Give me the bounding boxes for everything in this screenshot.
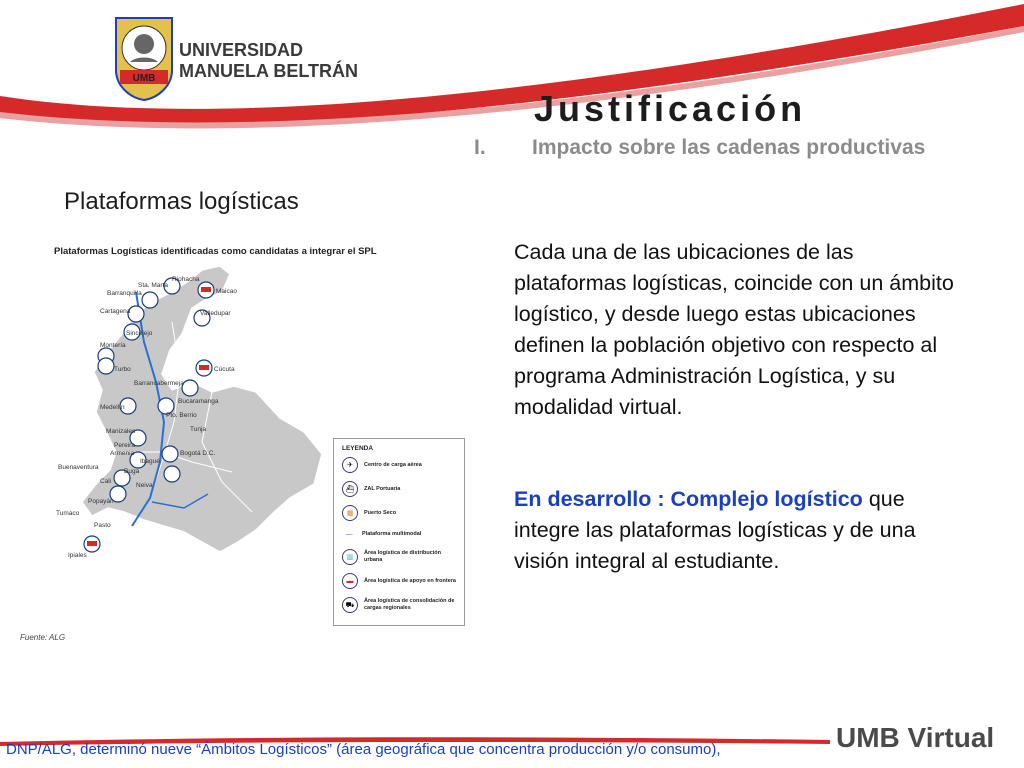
page-title: Justificación — [534, 88, 807, 129]
city-label-tunja: Tunja — [190, 426, 207, 433]
university-name-line1: UNIVERSIDAD — [179, 40, 304, 60]
section-title: Impacto sobre las cadenas productivas — [532, 136, 926, 159]
container-icon: ▦ — [342, 505, 358, 521]
city-label-armenia: Armenia — [110, 450, 135, 457]
city-label-barranquilla: Barranquilla — [107, 290, 142, 297]
svg-text:UMB: UMB — [132, 73, 156, 84]
section-subtitle — [474, 136, 925, 160]
city-label-ibague: Ibagué — [140, 458, 160, 465]
city-label-cucuta: Cúcuta — [214, 366, 235, 373]
legend-label: Área logística de apoyo en frontera — [364, 577, 456, 584]
map-legend — [333, 438, 465, 626]
ship-icon: ⛴ — [342, 481, 358, 497]
city-label-valledupar: Valledupar — [200, 310, 231, 317]
building-icon: ▥ — [342, 549, 358, 565]
city-label-pereira: Pereira — [114, 442, 135, 449]
city-label-bucaramanga: Bucaramanga — [178, 398, 219, 405]
city-label-ipiales: Ipiales — [68, 552, 87, 559]
umb-virtual-logo: UMB Virtual — [836, 722, 995, 753]
city-label-bogota: Bogotá D.C. — [180, 450, 216, 457]
city-label-barrancabermeja: Barrancabermeja — [134, 380, 184, 387]
city-label-maicao: Maicao — [216, 288, 237, 295]
legend-item-urban — [342, 549, 460, 565]
city-label-pasto: Pasto — [94, 522, 111, 529]
multimodal-icon: — — [342, 527, 356, 541]
city-label-medellin: Medellín — [100, 404, 125, 411]
city-label-turbo: Turbo — [114, 366, 131, 373]
map-title: Plataformas Logísticas identificadas como candidatas a integrar el SPL — [54, 246, 377, 257]
city-label-cartagena: Cartagena — [100, 308, 131, 315]
map-source: Fuente: ALG — [20, 633, 66, 642]
legend-label: Centro de carga aérea — [364, 461, 422, 468]
highlight-label: En desarrollo : Complejo logístico — [514, 487, 863, 511]
footer-note: DNP/ALG, determinó nueve “Ámbitos Logísticos” (área geográfica que concentra producción y/o consumo), — [6, 741, 721, 758]
section-number: I. — [474, 136, 486, 159]
legend-label: Área logística de distribución urbana — [364, 550, 442, 563]
university-seal-logo — [112, 14, 176, 102]
legend-title: LEYENDA — [342, 445, 374, 452]
city-label-manizales: Manizales — [106, 428, 136, 435]
legend-item-dry-port — [342, 505, 396, 521]
city-label-buenaventura: Buenaventura — [58, 464, 99, 471]
city-label-buga: Buga — [124, 468, 140, 475]
university-name — [179, 40, 358, 82]
highlight-paragraph — [514, 484, 954, 577]
content-heading: Plataformas logísticas — [64, 188, 299, 215]
city-label-pto-berrio: Pto. Berrio — [166, 412, 197, 419]
city-label-neiva: Neiva — [136, 482, 153, 489]
legend-label: Plataforma multimodal — [362, 530, 422, 537]
colombia-map — [52, 262, 342, 562]
university-name-line2: MANUELA BELTRÁN — [179, 61, 358, 81]
legend-label: Puerto Seco — [364, 509, 397, 516]
body-paragraph: Cada una de las ubicaciones de las plataformas logísticas, coincide con un ámbito logístico, y desde luego estas ubicaciones definen la población objetivo con respecto al programa Administración Logística, y su modalidad virtual. — [514, 240, 954, 419]
legend-item-air-cargo — [342, 457, 422, 473]
city-label-monteria: Montería — [100, 342, 126, 349]
legend-item-border — [342, 573, 456, 589]
city-label-popayan: Popayán — [88, 498, 114, 505]
legend-item-port — [342, 481, 400, 497]
plane-icon: ✈ — [342, 457, 358, 473]
truck-icon: ⛟ — [342, 597, 358, 613]
highlight-rest: que integre las plataformas logísticas y de una visión integral al estudiante. — [514, 487, 916, 573]
city-label-riohacha: Riohacha — [172, 276, 200, 283]
city-label-sincelejo: Sincelejo — [126, 330, 153, 337]
border-icon: ▬ — [342, 573, 358, 589]
legend-label: ZAL Portuaria — [364, 485, 401, 492]
legend-item-regional — [342, 597, 460, 613]
legend-item-multimodal — [342, 527, 421, 541]
city-label-tumaco: Tumaco — [56, 510, 80, 517]
legend-label: Área logística de consolidación de cargas regionales — [364, 598, 455, 611]
city-label-cali: Cali — [100, 478, 112, 485]
city-label-sta-marta: Sta. Marta — [138, 282, 168, 289]
